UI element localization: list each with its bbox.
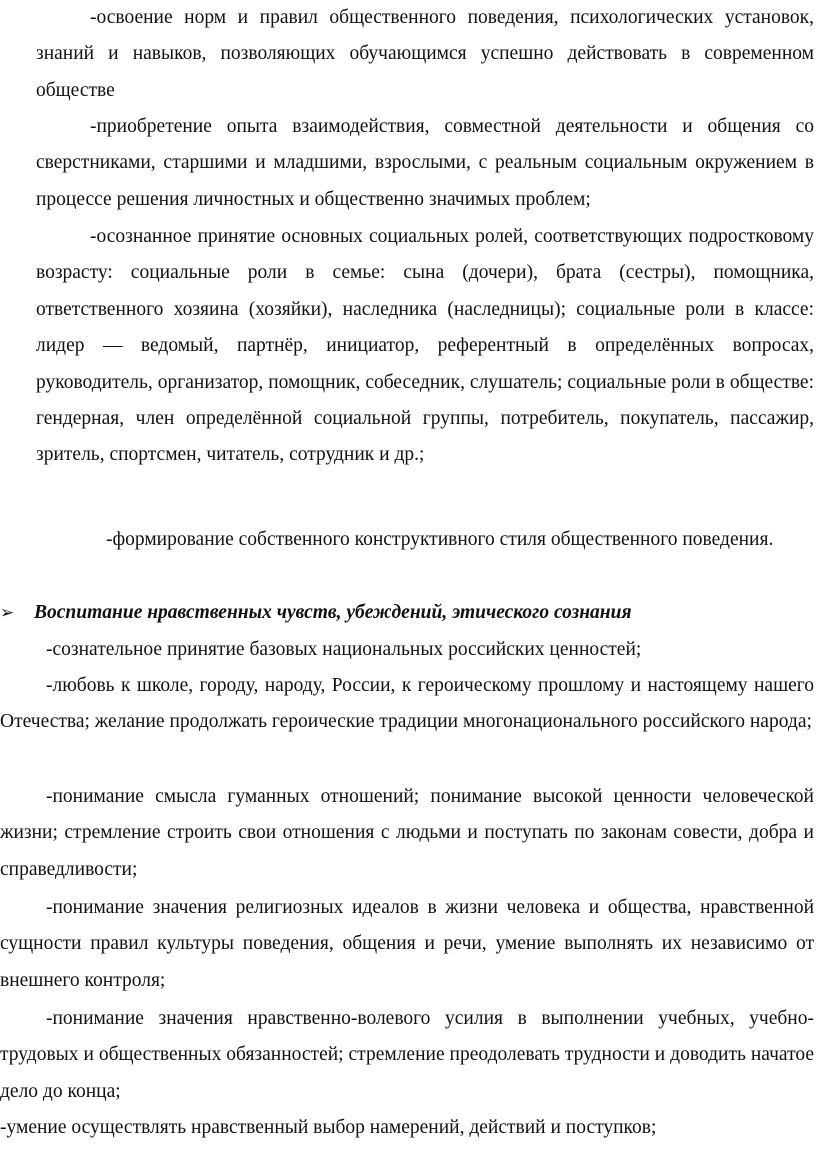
paragraph-love-of-country: -любовь к школе, городу, народу, России, к героическому прошлому и настоящему нашего Отечества; желание продолжать героические традиции многонационального российского народа; — [0, 675, 814, 733]
section-heading-text: Воспитание нравственных чувств, убеждений, этического сознания — [34, 602, 632, 623]
paragraph-interaction-experience: -приобретение опыта взаимодействия, совместной деятельности и общения со сверстниками, старшими и младшими, взрослыми, с реальным социальным окружением в процессе решения личностных и общественно значимых проблем; — [36, 116, 814, 210]
paragraph-social-norms: -освоение норм и правил общественного поведения, психологических установок, знаний и навыков, позволяющих обучающимся успешно действовать в современном обществе — [36, 7, 814, 101]
paragraph-moral-effort: -понимание значения нравственно-волевого усилия в выполнении учебных, учебно-трудовых и общественных обязанностей; стремление преодолевать трудности и доводить начатое дело до конца; — [0, 1008, 814, 1102]
paragraph-social-roles: -осознанное принятие основных социальных ролей, соответствующих подростковому возрасту: социальные роли в семье: сына (дочери), брата (сестры), помощника, ответственного хозяина (хозяйки), наследника (наследницы); социальные роли в классе: лидер — ведомый, партнёр, инициатор, референтный в определённых вопросах, руководитель, организатор, помощник, собеседник, слушатель; социальные роли в обществе: гендерная, член определённой социальной группы, потребитель, покупатель, пассажир, зритель, спортсмен, читатель, сотрудник и др.; — [36, 226, 814, 466]
arrow-bullet-icon: ➢ — [0, 603, 15, 623]
paragraph-national-values: -сознательное принятие базовых национальных российских ценностей; — [46, 639, 642, 660]
paragraph-moral-choice: -умение осуществлять нравственный выбор намерений, действий и поступков; — [0, 1117, 657, 1138]
paragraph-humane-relations: -понимание смысла гуманных отношений; понимание высокой ценности человеческой жизни; стремление строить свои отношения с людьми и поступать по законам совести, добра и справедливости; — [0, 786, 814, 880]
paragraph-religious-ideals: -понимание значения религиозных идеалов в жизни человека и общества, нравственной сущности правил культуры поведения, общения и речи, умение выполнять их независимо от внешнего контроля; — [0, 897, 814, 991]
section-heading — [0, 595, 816, 631]
paragraph-behavior-style: -формирование собственного конструктивного стиля общественного поведения. — [106, 529, 774, 550]
